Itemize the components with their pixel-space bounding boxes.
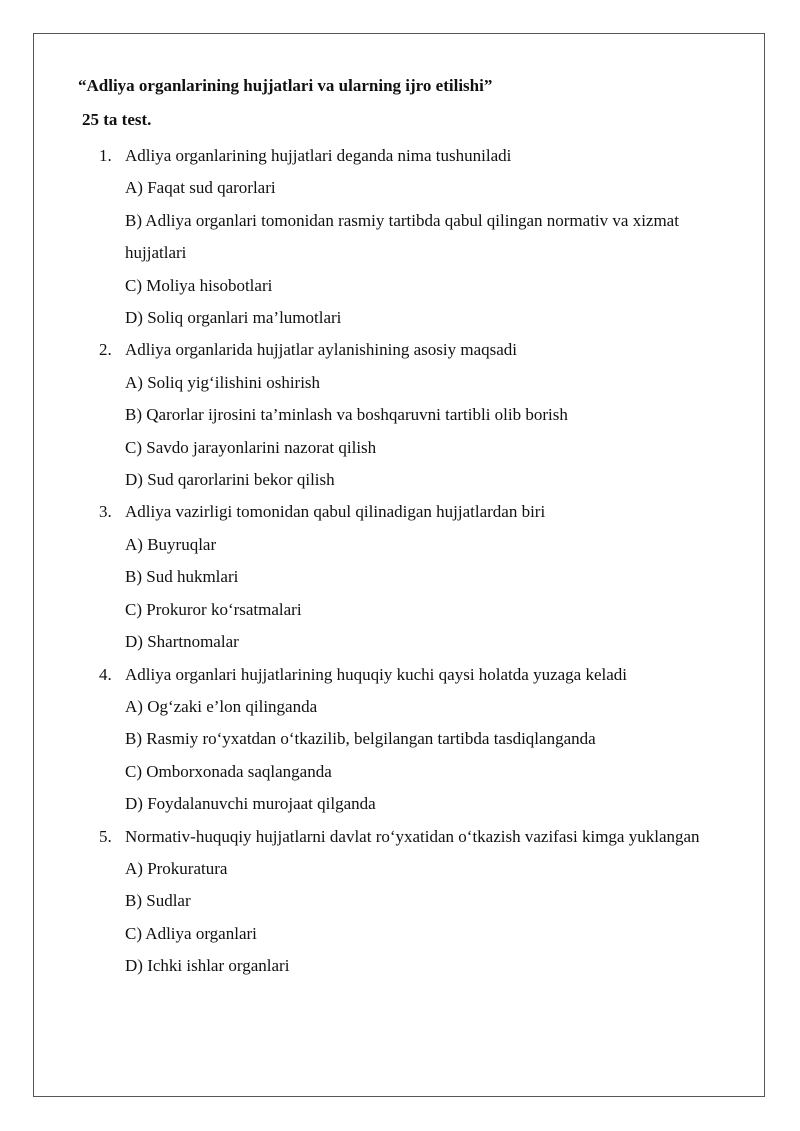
question-label: Adliya organlarining hujjatlari deganda nima tushuniladi: [125, 146, 512, 165]
option-a: A) Faqat sud qarorlari: [125, 178, 276, 198]
question-label: Adliya organlari hujjatlarining huquqiy kuchi qaysi holatda yuzaga keladi: [125, 664, 627, 684]
question-number: 3.: [99, 502, 112, 522]
document-subtitle: 25 ta test.: [82, 110, 152, 129]
option-a: A) Prokuratura: [125, 858, 228, 878]
question-2: [0, 334, 800, 496]
option-b: B) Sud hukmlari: [125, 567, 239, 587]
question-label: Adliya vazirligi tomonidan qabul qilinadigan hujjatlardan biri: [125, 502, 546, 522]
question-list: [0, 140, 800, 983]
option-d: D) Soliq organlari ma’lumotlari: [125, 308, 342, 328]
option-a: A) Og‘zaki e’lon qilinganda: [125, 696, 318, 716]
question-text: [0, 821, 800, 853]
question-5: [0, 821, 800, 983]
option-c: C) Omborxonada saqlanganda: [125, 761, 332, 781]
option-b: B) Qarorlar ijrosini ta’minlash va boshqaruvni tartibli olib borish: [125, 405, 568, 425]
question-text: [0, 140, 800, 172]
option-c: C) Moliya hisobotlari: [125, 275, 273, 295]
option-d: D) Foydalanuvchi murojaat qilganda: [125, 794, 376, 814]
question-text: [0, 496, 800, 528]
question-number: 5.: [99, 826, 112, 846]
option-b: B) Sudlar: [125, 891, 191, 911]
question-1: [0, 140, 800, 334]
option-a: A) Buyruqlar: [125, 534, 217, 554]
option-c: C) Adliya organlari: [125, 923, 257, 943]
option-d: D) Sud qarorlarini bekor qilish: [125, 470, 335, 490]
question-number: 4.: [99, 664, 112, 684]
document-title: “Adliya organlarining hujjatlari va ularning ijro etilishi”: [78, 76, 493, 95]
question-number: 2.: [99, 340, 112, 360]
option-c: C) Prokuror ko‘rsatmalari: [125, 599, 302, 619]
option-c: C) Savdo jarayonlarini nazorat qilish: [125, 437, 377, 457]
option-a: A) Soliq yig‘ilishini oshirish: [125, 372, 321, 392]
question-label: Normativ-huquqiy hujjatlarni davlat ro‘yxatidan o‘tkazish vazifasi kimga yuklangan: [125, 826, 700, 846]
option-d: D) Ichki ishlar organlari: [125, 956, 290, 976]
question-text: [0, 334, 800, 366]
question-4: [0, 659, 800, 821]
option-b: B) Rasmiy ro‘yxatdan o‘tkazilib, belgilangan tartibda tasdiqlanganda: [125, 729, 596, 749]
question-label: Adliya organlarida hujjatlar aylanishining asosiy maqsadi: [125, 340, 518, 360]
option-d: D) Shartnomalar: [125, 632, 239, 652]
option-b: B) Adliya organlari tomonidan rasmiy tartibda qabul qilingan normativ va xizmat hujjatlari: [125, 210, 679, 263]
question-3: [0, 496, 800, 658]
question-text: [0, 659, 800, 691]
question-number: 1.: [99, 146, 112, 165]
